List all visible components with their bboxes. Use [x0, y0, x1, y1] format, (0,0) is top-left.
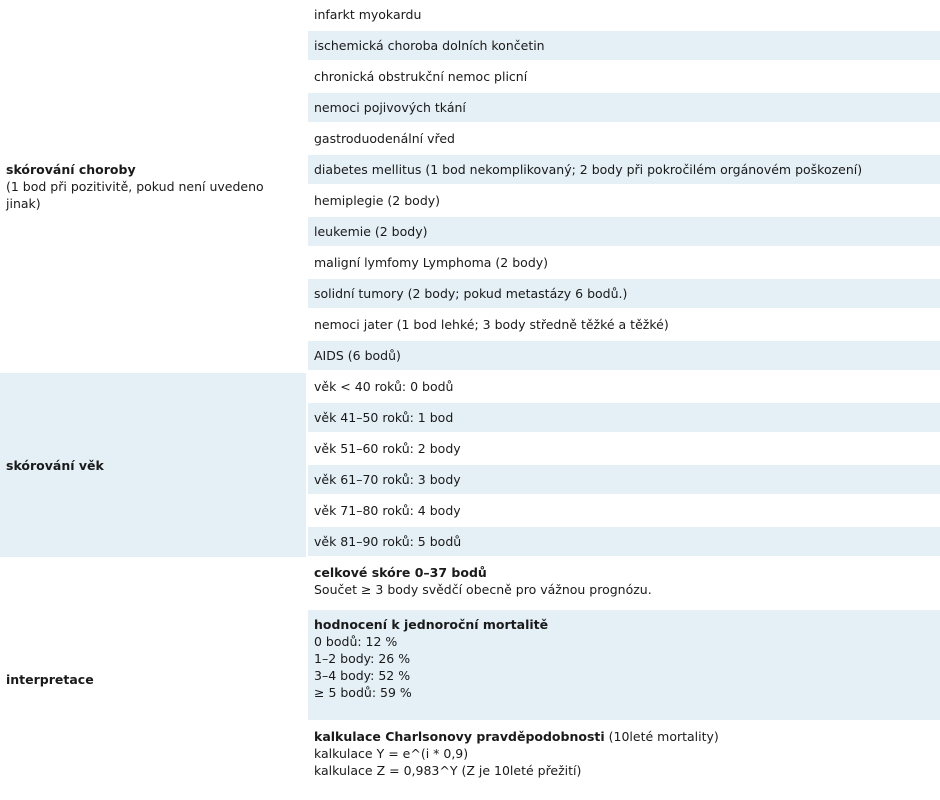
mortality-line: 3–4 body: 52 %	[314, 668, 411, 683]
age-score-rows	[308, 372, 940, 558]
row-text: hemiplegie (2 body)	[314, 193, 441, 208]
charlson-block	[308, 722, 940, 800]
charlson-line: kalkulace Z = 0,983^Y (Z je 10leté přežití)	[314, 763, 582, 778]
charlson-title: kalkulace Charlsonovy pravděpodobnosti	[314, 729, 605, 744]
table-row	[308, 496, 940, 527]
table-row	[308, 434, 940, 465]
disease-score-rows	[308, 0, 940, 372]
row-text: věk 71–80 roků: 4 body	[314, 503, 461, 518]
total-score-title: celkové skóre 0–37 bodů	[314, 565, 487, 580]
table-row	[308, 341, 940, 372]
table-row	[308, 248, 940, 279]
table-row	[308, 186, 940, 217]
interpretation-label-cell	[0, 558, 306, 800]
table-row	[308, 155, 940, 186]
mortality-line: 0 bodů: 12 %	[314, 634, 398, 649]
total-score-text: Součet ≥ 3 body svědčí obecně pro vážnou prognózu.	[314, 582, 652, 597]
charlson-title-suffix: (10leté mortality)	[604, 729, 719, 744]
mortality-line: ≥ 5 bodů: 59 %	[314, 685, 412, 700]
table-row	[308, 403, 940, 434]
row-text: věk 61–70 roků: 3 body	[314, 472, 461, 487]
row-text: věk 51–60 roků: 2 body	[314, 441, 461, 456]
total-score-block	[308, 558, 940, 610]
table-row	[308, 372, 940, 403]
table-row	[308, 93, 940, 124]
row-text: ischemická choroba dolních končetin	[314, 38, 545, 53]
row-text: solidní tumory (2 body; pokud metastázy 6 bodů.)	[314, 286, 628, 301]
charlson-line: kalkulace Y = e^(i * 0,9)	[314, 746, 469, 761]
age-score-label-cell	[0, 372, 306, 558]
mortality-title: hodnocení k jednoroční mortalitě	[314, 617, 549, 632]
age-score-label: skórování věk	[6, 457, 104, 473]
row-text: věk 41–50 roků: 1 bod	[314, 410, 454, 425]
section-divider	[0, 371, 306, 373]
row-text: věk 81–90 roků: 5 bodů	[314, 534, 462, 549]
row-text: gastroduodenální vřed	[314, 131, 455, 146]
table-row	[308, 62, 940, 93]
row-text: chronická obstrukční nemoc plicní	[314, 69, 528, 84]
table-row	[308, 31, 940, 62]
interpretation-rows	[308, 558, 940, 800]
table-row	[308, 217, 940, 248]
table-row	[308, 310, 940, 341]
table-row	[308, 124, 940, 155]
row-text: leukemie (2 body)	[314, 224, 428, 239]
column-divider	[306, 0, 308, 800]
row-text: věk < 40 roků: 0 bodů	[314, 379, 454, 394]
row-text: AIDS (6 bodů)	[314, 348, 401, 363]
row-text: diabetes mellitus (1 bod nekomplikovaný; 2 body při pokročilém orgánovém poškození)	[314, 162, 863, 177]
row-text: infarkt myokardu	[314, 7, 422, 22]
disease-score-label-cell	[0, 0, 306, 372]
mortality-block	[308, 610, 940, 722]
interpretation-label: interpretace	[6, 671, 94, 687]
mortality-line: 1–2 body: 26 %	[314, 651, 411, 666]
disease-score-sublabel: (1 bod při pozitivitě, pokud není uvedeno jinak)	[6, 178, 264, 211]
row-text: nemoci pojivových tkání	[314, 100, 466, 115]
table-row	[308, 279, 940, 310]
row-text: nemoci jater (1 bod lehké; 3 body středně těžké a těžké)	[314, 317, 669, 332]
disease-score-label: skórování choroby	[6, 161, 136, 177]
table-row	[308, 527, 940, 558]
section-divider	[0, 557, 306, 559]
row-text: maligní lymfomy Lymphoma (2 body)	[314, 255, 549, 270]
table-row	[308, 465, 940, 496]
table-row	[308, 0, 940, 31]
